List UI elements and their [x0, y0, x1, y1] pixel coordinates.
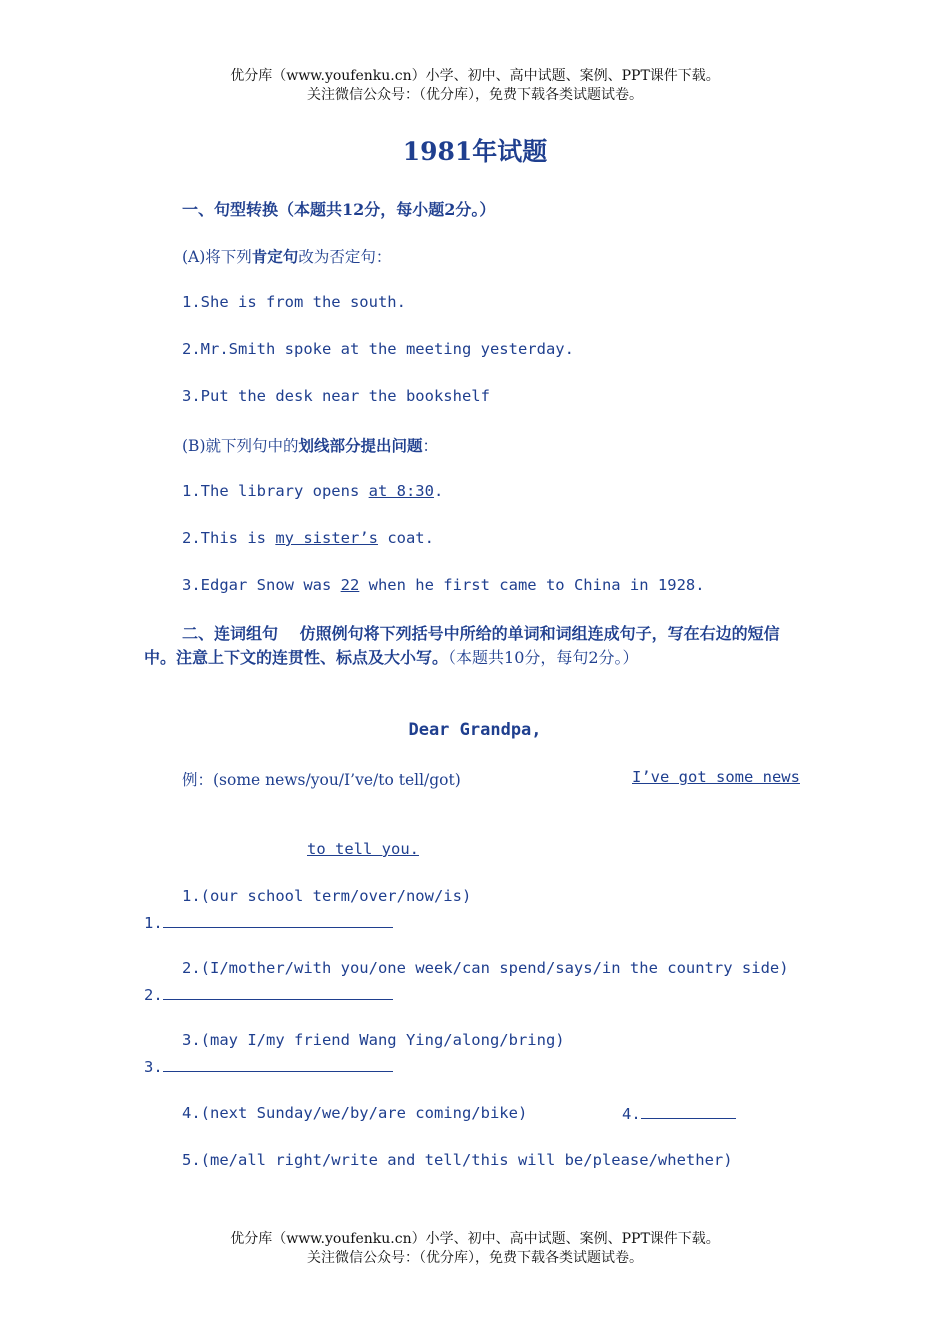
- partA-instruction: (A)将下列肯定句改为否定句：: [182, 247, 392, 266]
- partA-item-1: 1.She is from the south.: [182, 293, 406, 311]
- letter-greeting: Dear Grandpa,: [408, 720, 542, 740]
- section1-heading: 一、句型转换（本题共12分，每小题2分。）: [182, 200, 496, 219]
- section2-heading: 二、连词组句 仿照例句将下列括号中所给的单词和词组连成句子，写在右边的短信中。注意上下文的连贯性、标点及大小写。（本题共10分，每句2分。）: [144, 624, 780, 667]
- page-header: [0, 67, 950, 105]
- partA-item-3: 3.Put the desk near the bookshelf: [182, 387, 490, 405]
- example-prompt: 例：(some news/you/I’ve/to tell/got): [182, 771, 461, 789]
- footer-line-1: 优分库（www.youfenku.cn）小学、初中、高中试题、案例、PPT课件下载。: [230, 1231, 720, 1247]
- example-answer-part2: to tell you.: [307, 840, 419, 858]
- item-3-answer-line: 3.: [144, 1057, 393, 1076]
- item-1-answer-line: 1.: [144, 913, 393, 932]
- partB-item-3: 3.Edgar Snow was 22 when he first came to China in 1928.: [182, 576, 705, 594]
- item-2-prompt: 2.(I/mother/with you/one week/can spend/says/in the country side): [182, 959, 789, 977]
- answer-blank-2[interactable]: [163, 985, 393, 1000]
- partB-instruction: (B)就下列句中的划线部分提出问题：: [182, 436, 439, 455]
- page-footer: [0, 1230, 950, 1268]
- item-3-prompt: 3.(may I/my friend Wang Ying/along/bring): [182, 1031, 565, 1049]
- footer-line-2: 关注微信公众号：（优分库），免费下载各类试题试卷。: [307, 1250, 643, 1266]
- item-1-prompt: 1.(our school term/over/now/is): [182, 887, 472, 905]
- example-answer-part1: I’ve got some news: [632, 768, 800, 786]
- answer-blank-1[interactable]: [163, 913, 393, 928]
- partA-item-2: 2.Mr.Smith spoke at the meeting yesterday.: [182, 340, 574, 358]
- item-4-prompt: 4.(next Sunday/we/by/are coming/bike): [182, 1104, 528, 1122]
- partB-item-1: 1.The library opens at 8:30.: [182, 482, 444, 500]
- partB-item-2: 2.This is my sister’s coat.: [182, 529, 434, 547]
- item-5-prompt: 5.(me/all right/write and tell/this will be/please/whether): [182, 1151, 733, 1169]
- header-line-1: 优分库（www.youfenku.cn）小学、初中、高中试题、案例、PPT课件下载。: [230, 68, 720, 84]
- answer-blank-3[interactable]: [163, 1057, 393, 1072]
- item-4-answer-line: 4.: [622, 1104, 736, 1123]
- page-title: 1981年试题: [402, 137, 548, 166]
- item-2-answer-line: 2.: [144, 985, 393, 1004]
- header-line-2: 关注微信公众号：（优分库），免费下载各类试题试卷。: [307, 87, 643, 103]
- answer-blank-4[interactable]: [641, 1104, 736, 1119]
